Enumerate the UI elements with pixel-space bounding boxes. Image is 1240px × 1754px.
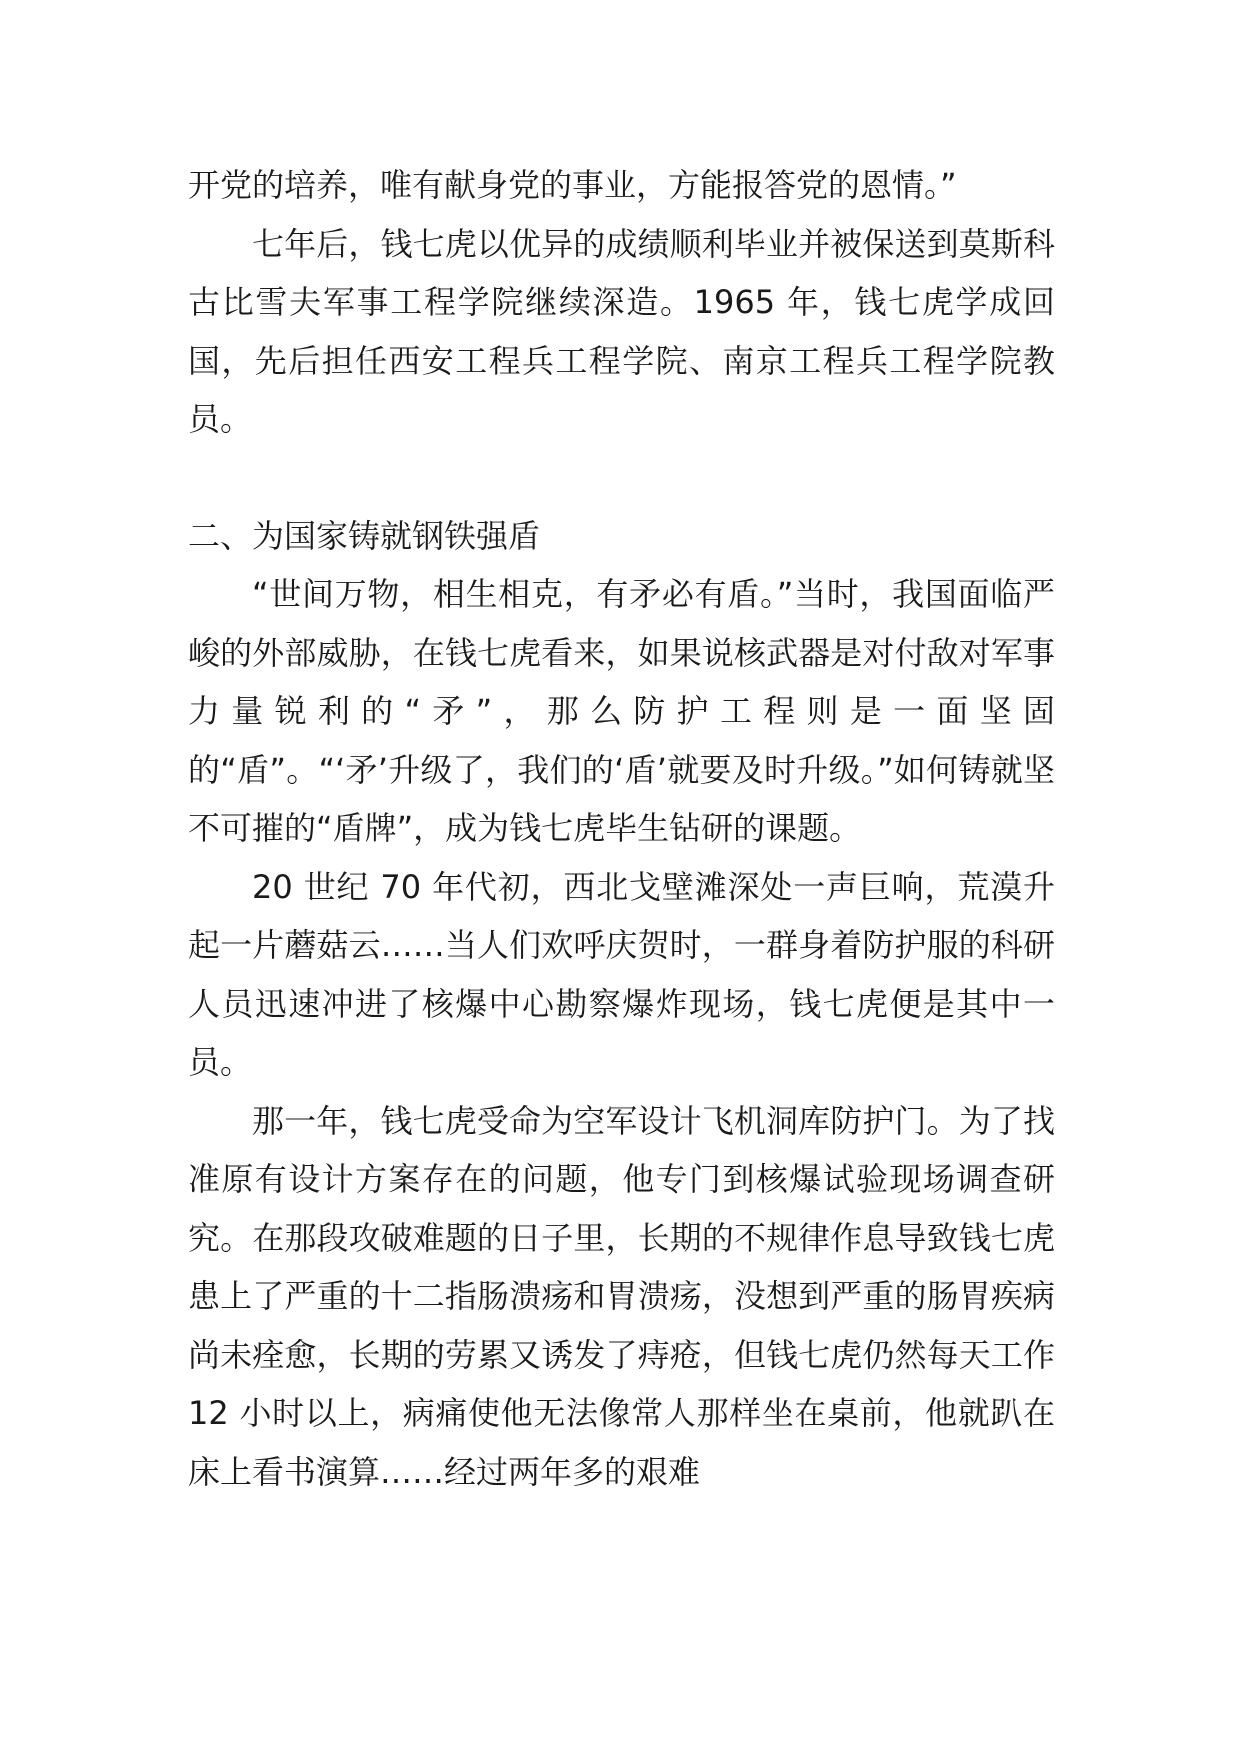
- paragraph-spear-shield: “世间万物，相生相克，有矛必有盾。”当时，我国面临严峻的外部威胁，在钱七虎看来，如果说核武器是对付敌对军事力量锐利的“矛”，那么防护工程则是一面坚固的“盾”。“‘矛’升级了，我们的‘盾’就要及时升级。”如何铸就坚不可摧的“盾牌”，成为钱七虎毕生钻研的课题。: [188, 575, 1055, 847]
- section-heading: 二、为国家铸就钢铁强盾: [188, 516, 541, 555]
- document-body: [188, 156, 1055, 1501]
- paragraph-protective-door: 那一年，钱七虎受命为空军设计飞机洞库防护门。为了找准原有设计方案存在的问题，他专门到核爆试验现场调查研究。在那段攻破难题的日子里，长期的不规律作息导致钱七虎患上了严重的十二指肠溃疡和胃溃疡，没想到严重的肠胃疾病尚未痊愈，长期的劳累又诱发了痔疮，但钱七虎仍然每天工作 12 小时以上，病痛使他无法像常人那样坐在桌前，他就趴在床上看书演算……经过两年多的艰难: [188, 1101, 1055, 1491]
- paragraph-graduation: 七年后，钱七虎以优异的成绩顺利毕业并被保送到莫斯科古比雪夫军事工程学院继续深造。1965 年，钱七虎学成回国，先后担任西安工程兵工程学院、南京工程兵工程学院教员。: [188, 224, 1055, 438]
- paragraph-continuation: 开党的培养，唯有献身党的事业，方能报答党的恩情。”: [188, 166, 957, 204]
- section-spacer: [188, 449, 1055, 507]
- paragraph-nuclear-test: 20 世纪 70 年代初，西北戈壁滩深处一声巨响，荒漠升起一片蘑菇云……当人们欢呼庆贺时，一群身着防护服的科研人员迅速冲进了核爆中心勘察爆炸现场，钱七虎便是其中一员。: [188, 867, 1055, 1081]
